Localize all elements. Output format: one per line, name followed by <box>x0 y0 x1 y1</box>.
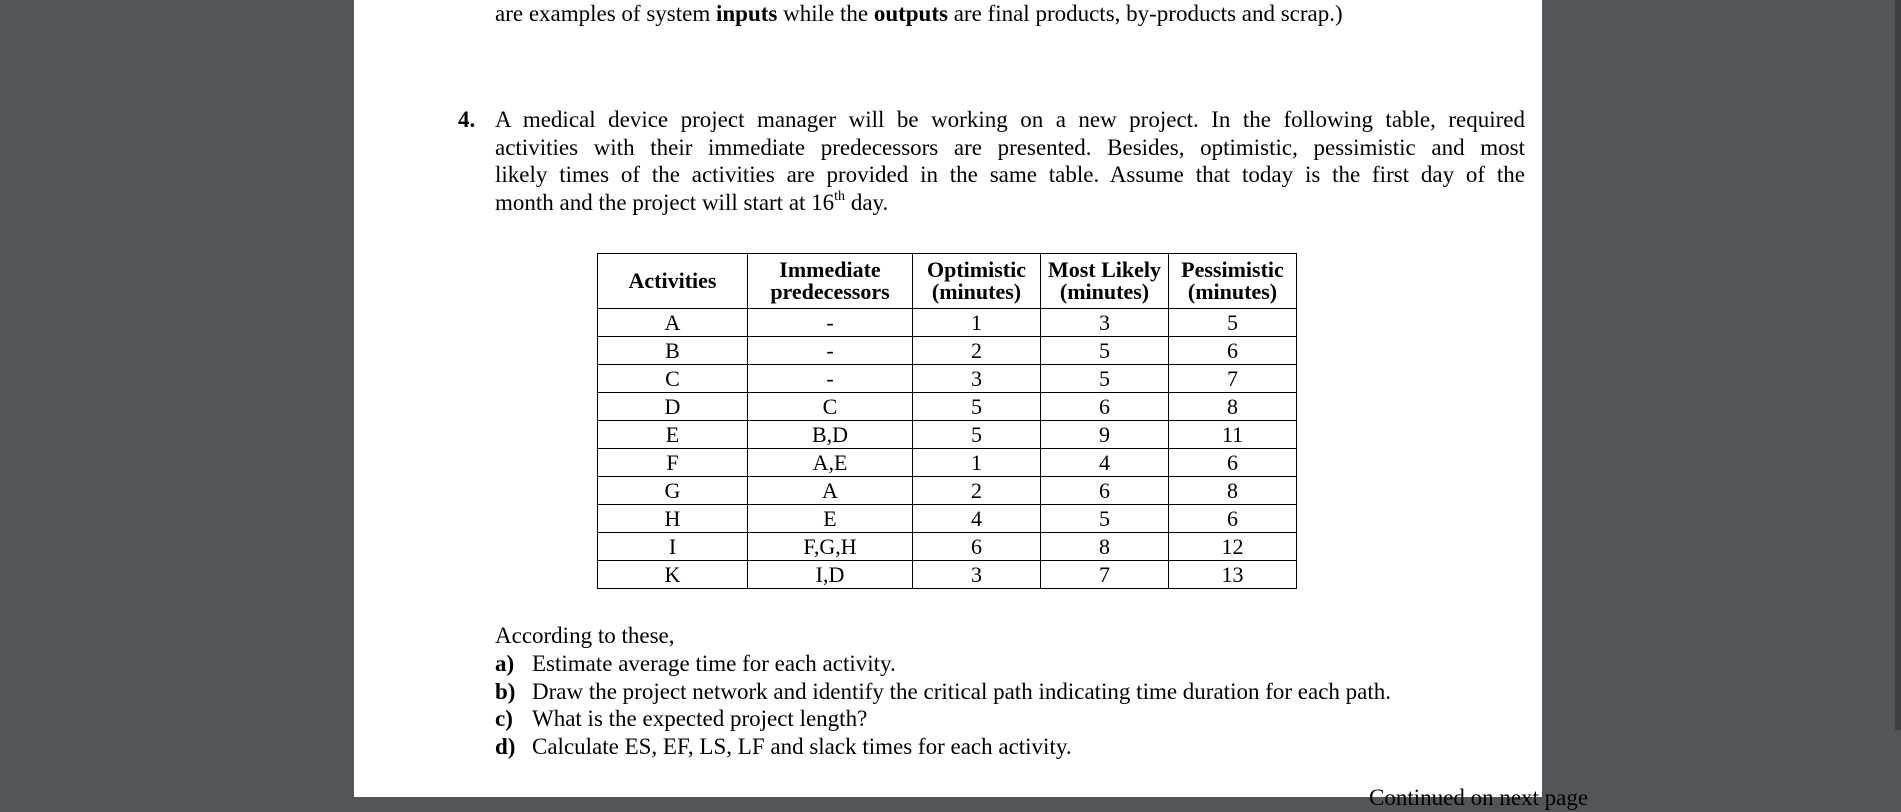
cell-optimistic: 4 <box>913 505 1041 533</box>
header-label-line: (minutes) <box>1059 279 1150 304</box>
cell-most-likely: 6 <box>1041 477 1169 505</box>
subquestion-item <box>495 650 1391 678</box>
cell-predecessors: - <box>748 309 913 337</box>
subquestion-text: Estimate average time for each activity. <box>532 651 896 676</box>
subquestion-item <box>495 678 1391 706</box>
cell-most-likely: 4 <box>1041 449 1169 477</box>
subquestion-text: Draw the project network and identify the critical path indicating time duration for each path. <box>532 678 1391 704</box>
cell-optimistic: 5 <box>913 421 1041 449</box>
cell-optimistic: 3 <box>913 561 1041 589</box>
table-row <box>598 561 1297 589</box>
table-row <box>598 393 1297 421</box>
cell-pessimistic: 8 <box>1169 477 1297 505</box>
question-paragraph <box>495 106 1525 216</box>
cell-pessimistic: 8 <box>1169 393 1297 421</box>
table-row <box>598 505 1297 533</box>
ordinal-superscript: th <box>834 188 846 204</box>
cell-activity: C <box>598 365 748 393</box>
cell-most-likely: 3 <box>1041 309 1169 337</box>
cell-predecessors: I,D <box>748 561 913 589</box>
last-line-suffix: day. <box>845 189 889 215</box>
cell-pessimistic: 12 <box>1169 533 1297 561</box>
question-line: A medical device project manager will be working on a new project. In the following table, required <box>495 107 1525 132</box>
header-label-line: Most Likely <box>1047 257 1162 282</box>
cell-optimistic: 5 <box>913 393 1041 421</box>
cell-pessimistic: 6 <box>1169 337 1297 365</box>
subquestion-item <box>495 733 1391 761</box>
table-row <box>598 421 1297 449</box>
cell-activity: H <box>598 505 748 533</box>
scrollbar-thumb[interactable] <box>1895 0 1901 730</box>
subquestion-letter: a) <box>495 651 515 676</box>
cell-most-likely: 6 <box>1041 393 1169 421</box>
cell-predecessors: - <box>748 337 913 365</box>
table-row <box>598 449 1297 477</box>
previous-suffix: are final products, by-products and scrap.) <box>947 1 1343 26</box>
cell-pessimistic: 6 <box>1169 505 1297 533</box>
subquestion-text: Calculate ES, EF, LS, LF and slack times for each activity. <box>532 734 1072 760</box>
subquestion-letter: b) <box>495 678 516 704</box>
cell-most-likely: 5 <box>1041 337 1169 365</box>
cell-activity: B <box>598 337 748 365</box>
cell-pessimistic: 11 <box>1169 421 1297 449</box>
cell-activity: E <box>598 421 748 449</box>
header-immediate-predecessors <box>748 254 913 309</box>
cell-activity: G <box>598 477 748 505</box>
question-line: activities with their immediate predecessors are presented. Besides, optimistic, pessimistic and most <box>495 134 1525 160</box>
table-header-row <box>598 254 1297 309</box>
question-line: likely times of the activities are provided in the same table. Assume that today is the first day of the <box>495 162 1525 187</box>
subquestion-letter: c) <box>495 706 513 732</box>
table-row <box>598 533 1297 561</box>
cell-predecessors: C <box>748 393 913 421</box>
table-row <box>598 365 1297 393</box>
according-text: According to these, <box>495 623 675 648</box>
cell-most-likely: 8 <box>1041 533 1169 561</box>
previous-middle: while the <box>777 1 874 26</box>
cell-activity: I <box>598 533 748 561</box>
cell-pessimistic: 7 <box>1169 365 1297 393</box>
cell-activity: K <box>598 561 748 589</box>
header-most-likely <box>1041 254 1169 309</box>
header-pessimistic <box>1169 254 1297 309</box>
previous-prefix: are examples of system <box>495 1 716 26</box>
question-number: 4. <box>458 107 476 132</box>
cell-pessimistic: 6 <box>1169 449 1297 477</box>
cell-predecessors: F,G,H <box>748 533 913 561</box>
question-last-line <box>495 189 1525 217</box>
header-activities <box>598 254 748 309</box>
document-page <box>354 0 1589 810</box>
cell-predecessors: E <box>748 505 913 533</box>
activity-table <box>597 253 1297 589</box>
cell-most-likely: 5 <box>1041 365 1169 393</box>
cell-most-likely: 9 <box>1041 421 1169 449</box>
header-label-line: predecessors <box>770 279 890 304</box>
subquestion-letter: d) <box>495 734 516 760</box>
cell-activity: D <box>598 393 748 421</box>
header-label-line: Pessimistic <box>1181 257 1284 282</box>
subquestion-item <box>495 705 1391 733</box>
subquestion-text: What is the expected project length? <box>532 706 868 732</box>
cell-most-likely: 5 <box>1041 505 1169 533</box>
subquestion-list <box>495 650 1391 761</box>
cell-predecessors: - <box>748 365 913 393</box>
cell-most-likely: 7 <box>1041 561 1169 589</box>
cell-pessimistic: 13 <box>1169 561 1297 589</box>
cell-optimistic: 3 <box>913 365 1041 393</box>
vertical-scrollbar[interactable] <box>1895 0 1901 797</box>
cell-predecessors: A,E <box>748 449 913 477</box>
table-row <box>598 477 1297 505</box>
table-row <box>598 309 1297 337</box>
header-activities-label: Activities <box>628 268 717 293</box>
cell-predecessors: A <box>748 477 913 505</box>
continued-note: Continued on next page <box>1369 785 1589 810</box>
last-line-prefix: month and the project will start at 16 <box>495 189 835 215</box>
cell-optimistic: 1 <box>913 449 1041 477</box>
header-label-line: (minutes) <box>931 279 1022 304</box>
previous-question-tail <box>495 0 1343 28</box>
cell-optimistic: 6 <box>913 533 1041 561</box>
cell-optimistic: 2 <box>913 477 1041 505</box>
cell-pessimistic: 5 <box>1169 309 1297 337</box>
cell-optimistic: 1 <box>913 309 1041 337</box>
table-row <box>598 337 1297 365</box>
header-optimistic <box>913 254 1041 309</box>
cell-activity: F <box>598 449 748 477</box>
cell-optimistic: 2 <box>913 337 1041 365</box>
cell-predecessors: B,D <box>748 421 913 449</box>
cell-activity: A <box>598 309 748 337</box>
previous-bold-outputs: outputs <box>873 1 948 26</box>
previous-bold-inputs: inputs <box>715 1 778 26</box>
header-label-line: Optimistic <box>927 257 1026 282</box>
header-label-line: Immediate <box>779 257 881 282</box>
header-label-line: (minutes) <box>1187 279 1278 304</box>
